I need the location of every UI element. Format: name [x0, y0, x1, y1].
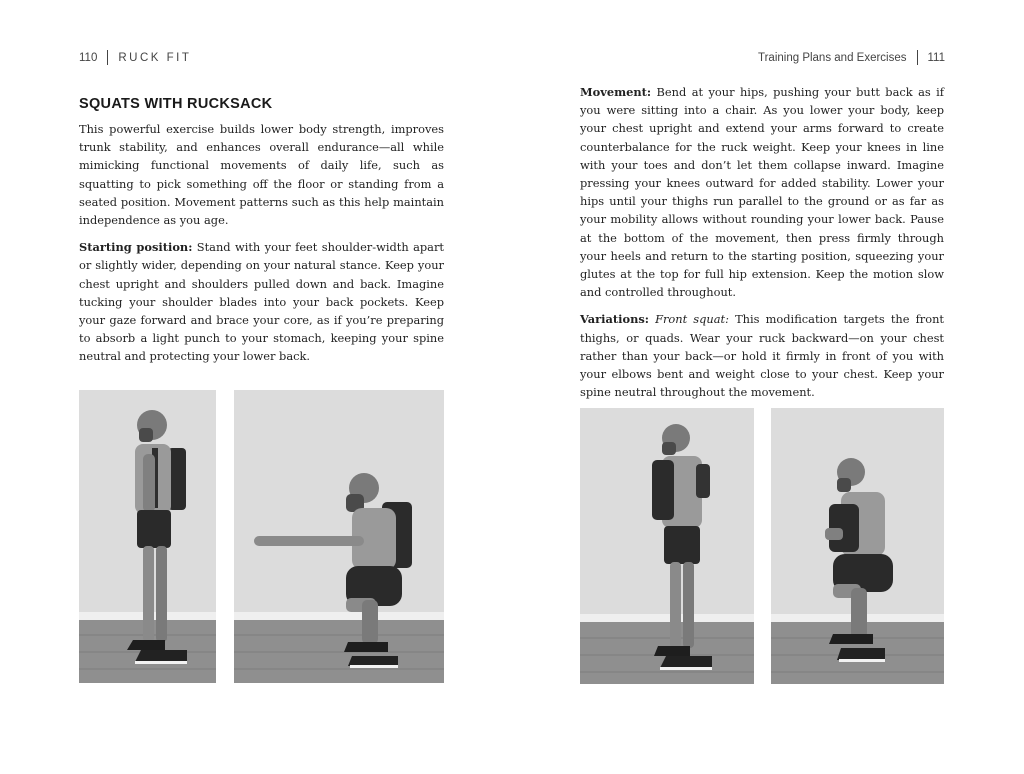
page-number-right: 111 — [927, 51, 945, 64]
movement-label: Movement: — [580, 85, 652, 99]
header-separator — [107, 50, 108, 65]
right-body-text — [580, 83, 944, 410]
page-number-left: 110 — [79, 51, 98, 64]
starting-position-text: Stand with your feet shoulder-width apart or slightly wider, depending on your natural stance. Keep your chest upright and shoulders pulled down and back. Imagine tucking your shoulder blades into your back pockets. Keep your gaze forward and brace your core, as if you’re preparing to absorb a light punch to your stomach, keeping your spine neutral and protecting your lower back. — [79, 240, 444, 364]
photo-squat-front-ruck — [771, 408, 944, 684]
variations-text: This modification targets the front thighs, or quads. Wear your ruck backward—on your chest rather than your back—or hold it firmly in front of you with your elbows bent and weight close to your chest. Keep your spine neutral throughout the movement. — [580, 312, 945, 400]
photo-standing-back-ruck — [79, 390, 216, 683]
photo-squat-back-ruck — [234, 390, 444, 683]
header-separator — [917, 50, 918, 65]
variations-paragraph — [580, 310, 944, 401]
starting-position-paragraph — [79, 238, 444, 365]
exercise-heading: SQUATS WITH RUCKSACK — [79, 96, 273, 112]
movement-text: Bend at your hips, pushing your butt back as if you were sitting into a chair. As you lower your body, keep your chest upright and extend your arms forward to create counterbalance for the ruck weight. Keep your knees in line with your toes and don’t let them collapse inward. Imagine pressing your knees outward for added stability. Lower your hips until your thighs run parallel to the ground or as far as your mobility allows without rounding your lower back. Pause at the bottom of the movement, then press firmly through your heels and return to the starting position, squeezing your glutes at the top for full hip extension. Keep the motion slow and controlled throughout. — [580, 85, 944, 300]
movement-paragraph — [580, 83, 944, 301]
book-title: RUCK FIT — [118, 51, 192, 64]
front-squat-label: Front squat: — [655, 312, 729, 327]
starting-position-label: Starting position: — [79, 240, 193, 255]
running-head-left — [79, 50, 191, 65]
running-head-right — [758, 50, 945, 65]
photo-standing-front-ruck — [580, 408, 754, 684]
right-page — [512, 0, 1024, 774]
intro-paragraph: This powerful exercise builds lower body strength, improves trunk stability, and enhances overall endurance—all while mimicking functional movements of daily life, such as squatting to pick something off the floor or standing from a seated position. Movement patterns such as this help maintain independence as you age. — [79, 122, 444, 228]
chapter-title: Training Plans and Exercises — [758, 51, 907, 64]
left-body-text — [79, 120, 444, 375]
variations-label: Variations: — [580, 312, 649, 327]
